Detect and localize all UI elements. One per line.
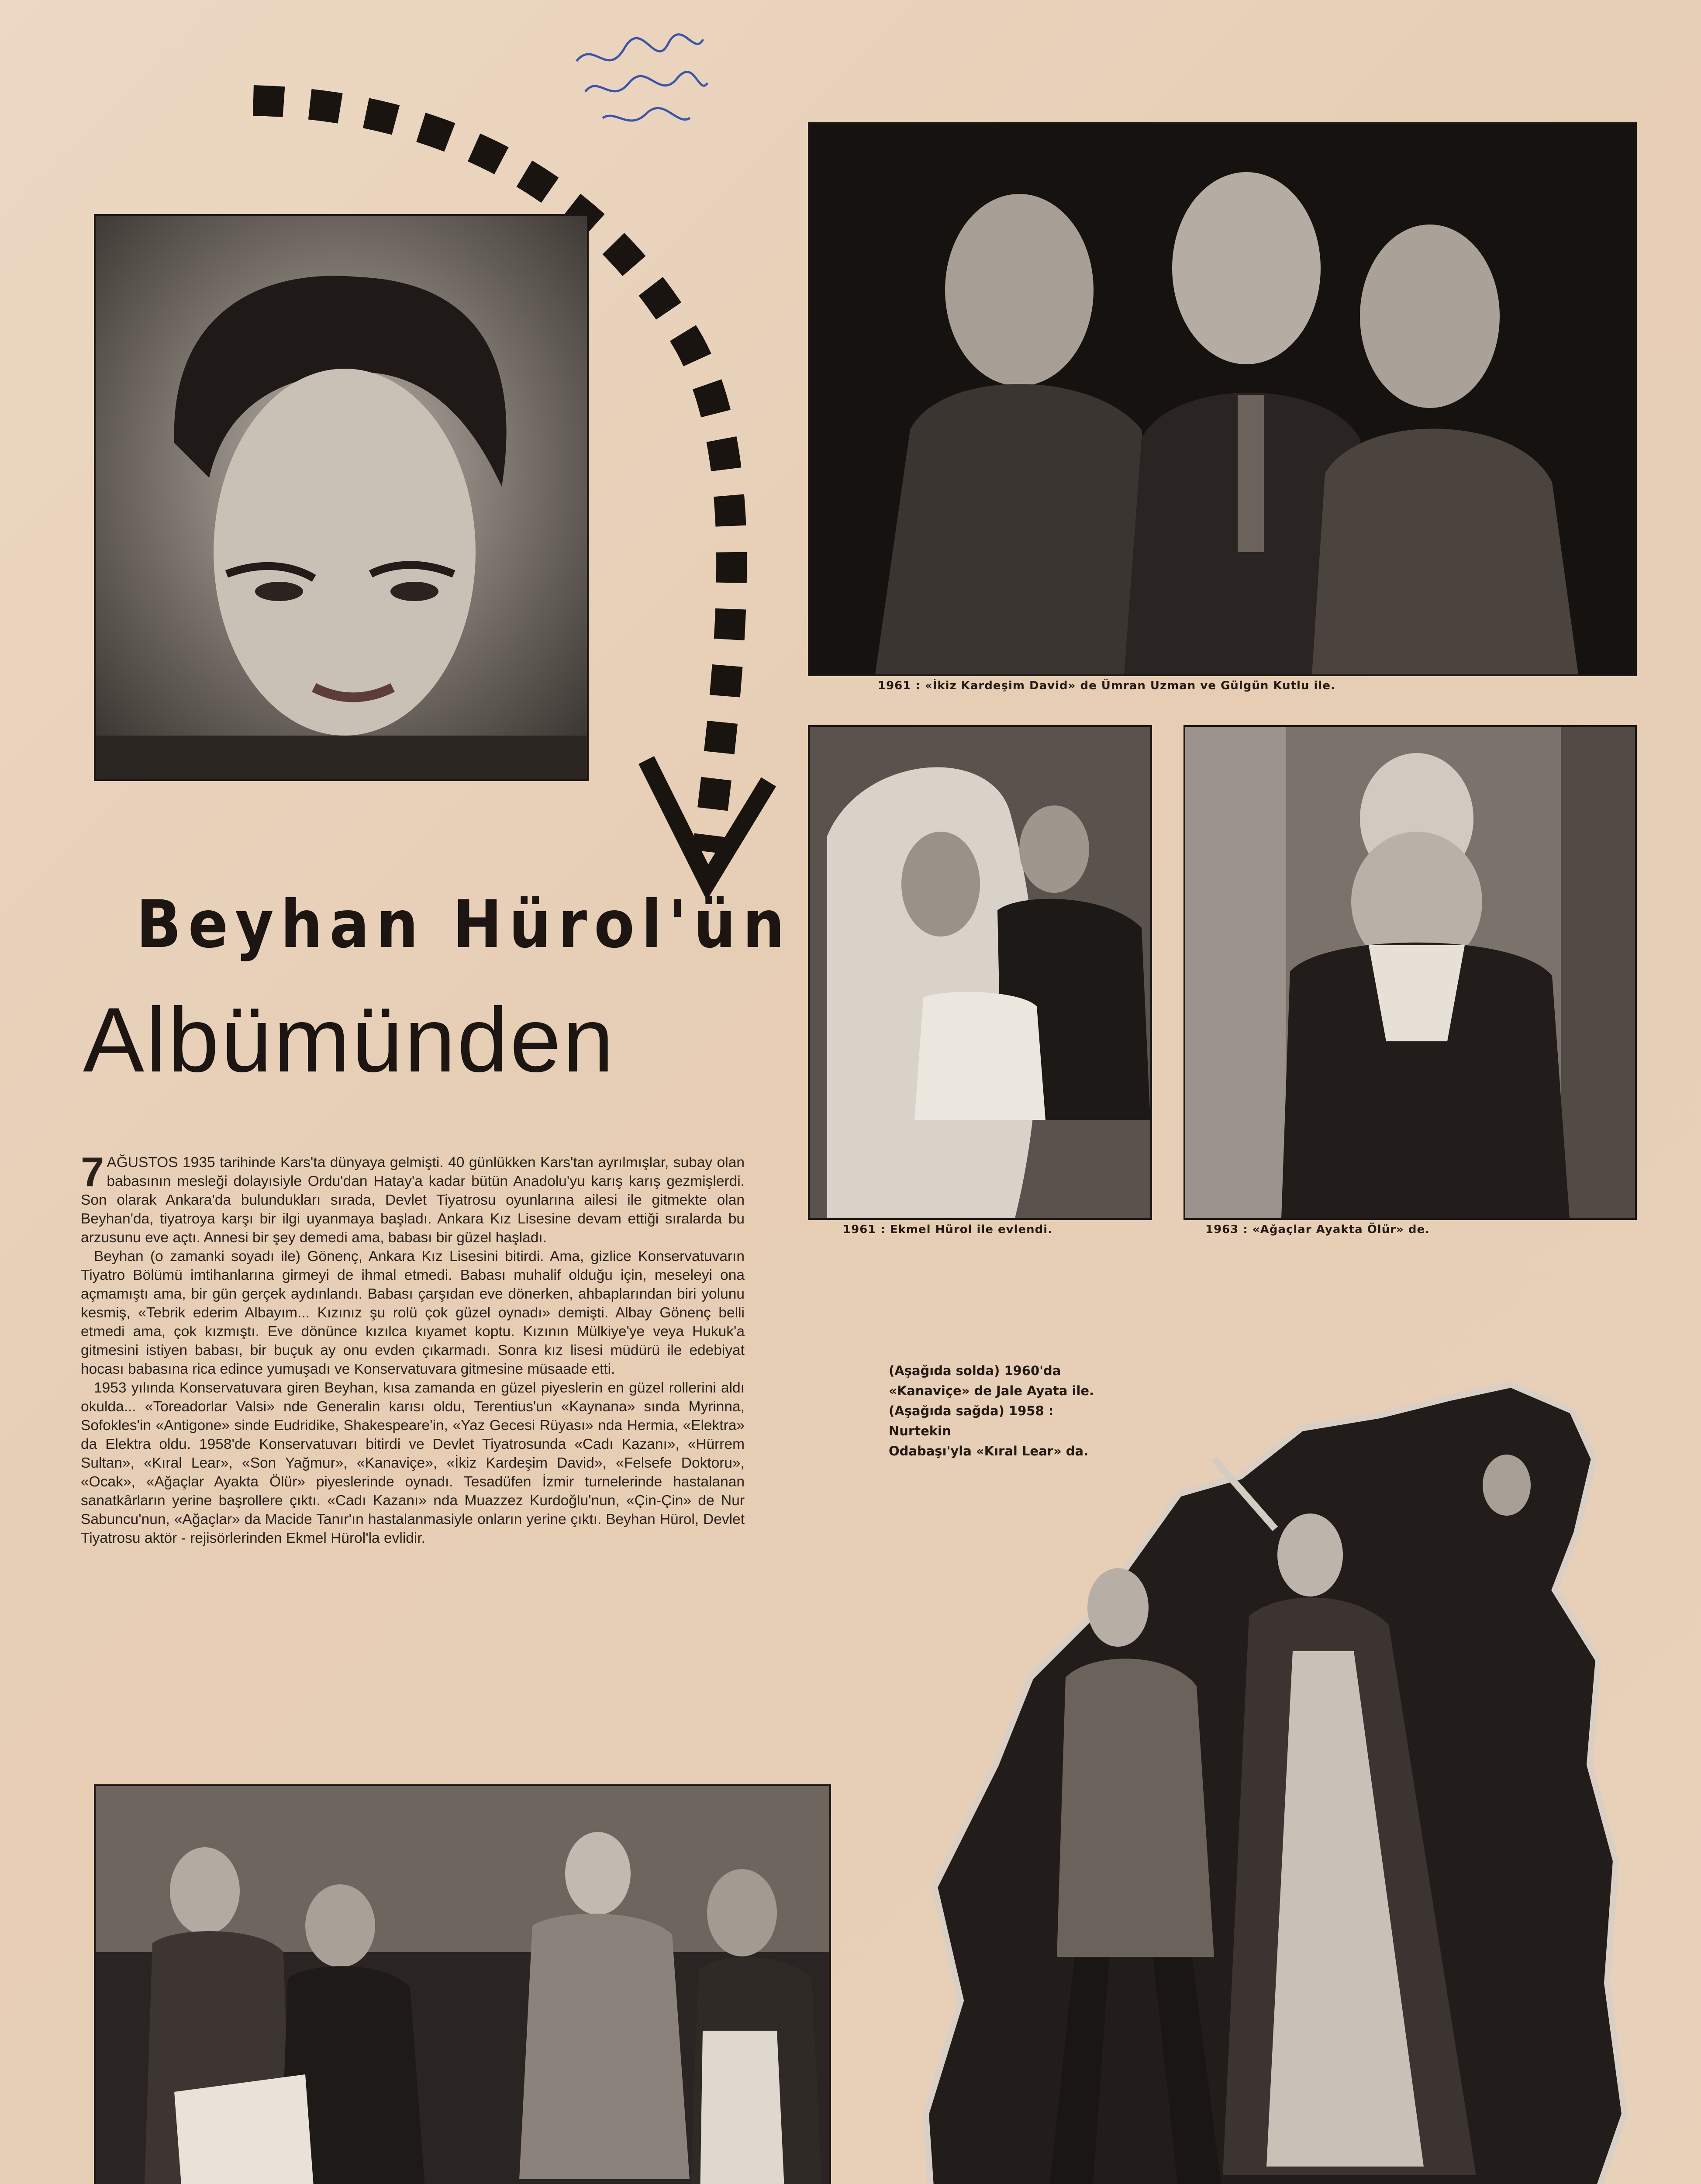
photo-kanavice [94,1784,831,2184]
caption-1961-wedding: 1961 : Ekmel Hürol ile evlendi. [843,1223,1053,1236]
caption-1963: 1963 : «Ağaçlar Ayakta Ölür» de. [1205,1223,1430,1236]
portrait-photo [94,214,589,781]
article-paragraph: 7 AĞUSTOS 1935 tarihinde Kars'ta dünyaya gelmişti. 40 günlükken Kars'tan ayrılmışlar, subay olan babasının mesleği dolayısiyle Ordu'dan Hatay'a kadar bütün Anadolu'yu karış karış gezmişlerdi. Son olarak Ankara'da bulundukları sırada, Devlet Tiyatrosu oyunlarına ailesi ile gitmekte olan Beyhan'da, tiyatroya karşı bir ilgi uyanmaya başladı. Ankara Kız Lisesine devam ettiği sıralarda bu arzusunu eve açtı. Annesi bir şey demedi ama, babası bir güzel haşladı. [81,1149,745,1246]
photo-wedding [808,725,1152,1220]
article-body [81,1149,745,1548]
caption-1961-ikiz: 1961 : «İkiz Kardeşim David» de Ümran Uzman ve Gülgün Kutlu ile. [878,679,1335,692]
photo-kiral-lear [908,1345,1633,2184]
side-caption: (Aşağıda solda) 1960'da «Kanaviçe» de Jale Ayata ile. (Aşağıda sağda) 1958 : Nurtekin Odabaşı'yla «Kıral Lear» da. [889,1363,1094,1458]
dropcap: 7 [81,1149,104,1196]
photo-ikiz-kardesim-david [808,122,1637,676]
article-paragraph: 1953 yılında Konservatuvara giren Beyhan, kısa zamanda en güzel piyeslerin en güzel rollerini aldı okulda... «Toreadorlar Valsi» nde Generalin karısı oldu, Terentius'un «Kaynana» sında Myrinna, Sofokles'in «Antigone» sinde Eudridike, Shakespeare'in, «Yaz Gecesi Rüyası» nda Hermia, «Elektra» da Elektra oldu. 1958'de Konservatuvarı bitirdi ve Devlet Tiyatrosunda «Cadı Kazanı», «Hürrem Sultan», «Kıral Lear», «Son Yağmur», «Kanaviçe», «İkiz Kardeşim David», «Felsefe Doktoru», «Ocak», «Ağaçlar Ayakta Ölür» piyeslerinde oynadı. Tesadüfen İzmir turnelerinde hastalanan sanatkârların yerine başrollere çıktı. «Cadı Kazanı» nda Muazzez Kurdoğlu'nun, «Çin-Çin» de Nur Sabuncu'nun, «Ağaçlar» da Macide Tanır'ın hastalanmasiyle onların yerine çıktı. Beyhan Hürol, Devlet Tiyatrosu aktör - rejisörlerinden Ekmel Hürol'la evlidir. [81,1380,745,1546]
article-paragraph: Beyhan (o zamanki soyadı ile) Gönenç, Ankara Kız Lisesini bitirdi. Ama, gizlice Konservatuvarın Tiyatro Bölümü imtihanlarına girmeyi de ihmal etmedi. Babası muhalif olduğu için, meseleyi ona açmamıştı ama, bir gün gerçek aydınlandı. Babası çarşıdan eve dönerken, ahbaplarından biri yolunu kesmiş, «Tebrik ederim Albayım... Kızınız şu rolü çok güzel oynadı» demişti. Albay Gönenç belli etmedi ama, çok kızmıştı. Eve dönünce kızılca kıyamet koptu. Kızının Mülkiye'ye veya Hukuk'a gitmesini istiyen babası, bir buçuk ay onu evden çıkarmadı. Sonra kız lisesi müdürü ile edebiyat hocası babasına rica edince yumuşadı ve Konservatuvara gitmesine müsaade etti. [81,1248,745,1377]
article-title-line2: Albümünden [83,988,616,1091]
photo-agaclar-ayakta-olur [1183,725,1637,1220]
article-title-line1: Beyhan Hürol'ün [136,887,792,963]
